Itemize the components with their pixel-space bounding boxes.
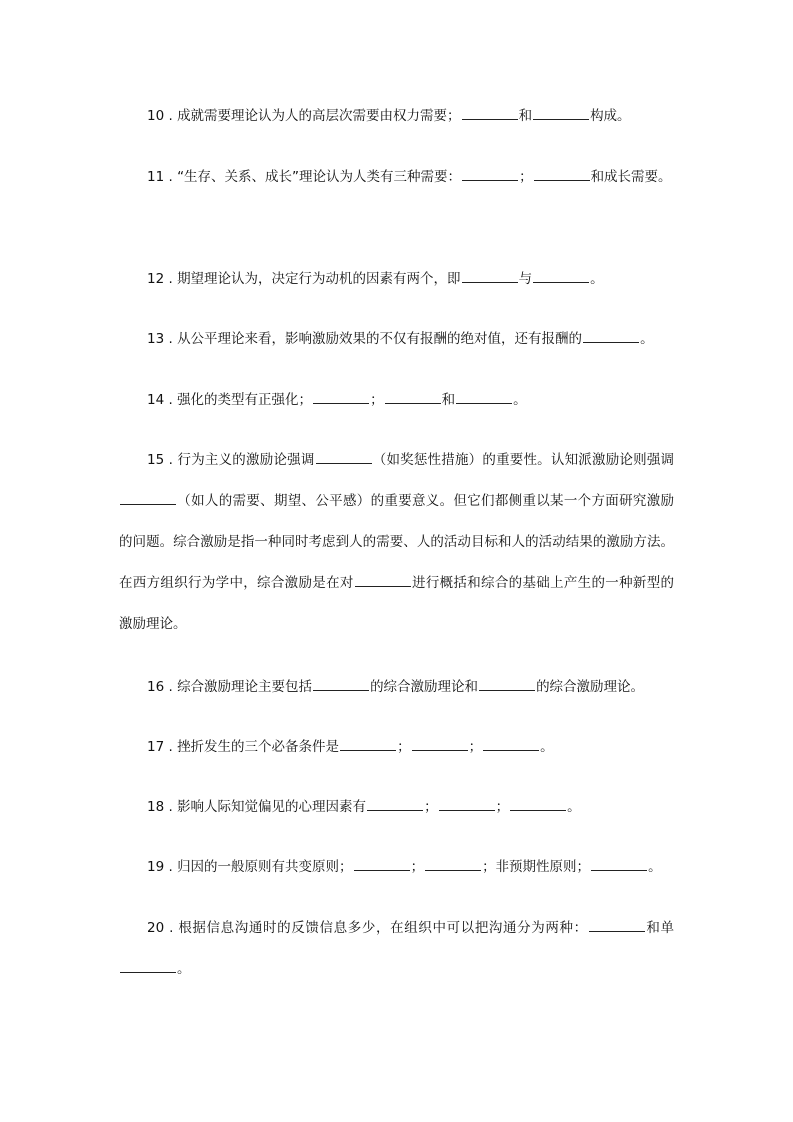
answer-blank[interactable] (462, 105, 518, 120)
answer-blank[interactable] (483, 736, 539, 751)
answer-blank[interactable] (120, 958, 176, 973)
question-number: 13 (147, 331, 165, 347)
answer-blank[interactable] (354, 856, 410, 871)
question-number: 19 (147, 859, 165, 875)
answer-blank[interactable] (367, 796, 423, 811)
question-14: 14 . 强化的类型有正强化； ； 和 。 (119, 380, 674, 421)
answer-blank[interactable] (355, 572, 411, 587)
question-number: 17 (147, 739, 165, 755)
question-number: 14 (147, 392, 165, 408)
question-number: 11 (147, 169, 165, 185)
answer-blank[interactable] (533, 105, 589, 120)
question-19: 19 . 归因的一般原则有共变原则； ； ；非预期性原则； 。 (119, 847, 674, 888)
answer-blank[interactable] (510, 796, 566, 811)
question-12: 12 . 期望理论认为，决定行为动机的因素有两个，即 与 。 (119, 259, 674, 300)
question-number: 16 (147, 679, 165, 695)
question-number: 12 (147, 271, 165, 287)
answer-blank[interactable] (479, 676, 535, 691)
answer-blank[interactable] (316, 449, 372, 464)
answer-blank[interactable] (456, 389, 512, 404)
question-number: 20 (147, 920, 165, 936)
answer-blank[interactable] (412, 736, 468, 751)
answer-blank[interactable] (583, 328, 639, 343)
question-18: 18 . 影响人际知觉偏见的心理因素有 ； ； 。 (119, 787, 674, 828)
answer-blank[interactable] (589, 917, 645, 932)
answer-blank[interactable] (385, 389, 441, 404)
answer-blank[interactable] (591, 856, 647, 871)
answer-blank[interactable] (533, 268, 589, 283)
question-15: 15 . 行为主义的激励论强调 （如奖惩性措施）的重要性。认知派激励论则强调（如人的需要、期望、公平感）的重要意义。但它们都侧重以某一个方面研究激励的问题。综合激励是指一种同时考虑到人的需要、人的活动目标和人的活动结果的激励方法。在西方组织行为学中，综合激励是在对 进行概括和综合的基础上产生的一种新型的激励理论。 (119, 440, 674, 645)
answer-blank[interactable] (313, 389, 369, 404)
question-11: 11 . “生存、关系、成长”理论认为人类有三种需要： ； 和成长需要。 (119, 157, 674, 198)
question-number: 10 (147, 108, 165, 124)
answer-blank[interactable] (534, 166, 590, 181)
question-number: 15 (147, 452, 165, 468)
answer-blank[interactable] (120, 490, 176, 505)
question-13: 13 . 从公平理论来看，影响激励效果的不仅有报酬的绝对值，还有报酬的 。 (119, 319, 674, 360)
question-20: 20 . 根据信息沟通时的反馈信息多少，在组织中可以把沟通分为两种： 和单。 (119, 908, 674, 990)
answer-blank[interactable] (313, 676, 369, 691)
answer-blank[interactable] (462, 166, 518, 181)
question-number: 18 (147, 799, 165, 815)
question-16: 16 . 综合激励理论主要包括 的综合激励理论和 的综合激励理论。 (119, 667, 674, 708)
answer-blank[interactable] (462, 268, 518, 283)
question-10: 10 . 成就需要理论认为人的高层次需要由权力需要； 和 构成。 (119, 96, 674, 137)
answer-blank[interactable] (425, 856, 481, 871)
answer-blank[interactable] (340, 736, 396, 751)
question-17: 17 . 挫折发生的三个必备条件是 ； ； 。 (119, 727, 674, 768)
answer-blank[interactable] (439, 796, 495, 811)
